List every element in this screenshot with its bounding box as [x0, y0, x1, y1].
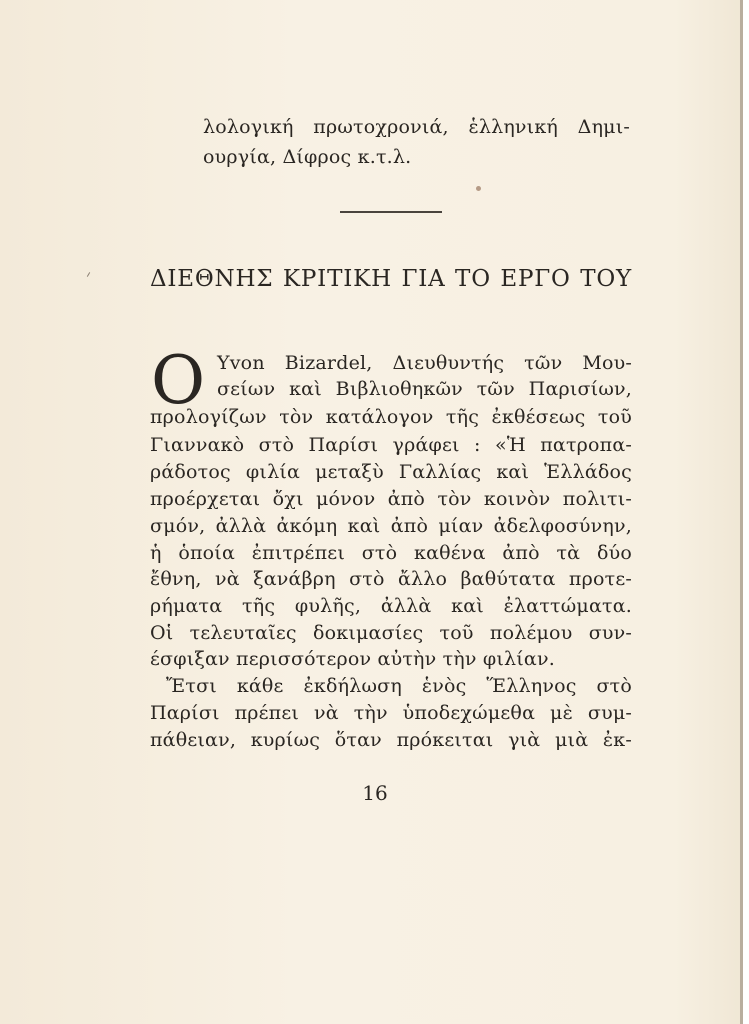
text-line: ράδοτος φιλία μεταξὺ Γαλλίας καὶ Ἑλλάδος	[150, 461, 632, 483]
ink-speck	[476, 186, 481, 191]
text-line: ρήματα τῆς φυλῆς, ἀλλὰ καὶ ἐλαττώματα.	[150, 595, 632, 617]
text-line: έσφιξαν περισσότερον αὐτὴν τὴν φιλίαν.	[150, 648, 555, 670]
text-line: προέρχεται ὄχι μόνον ἀπὸ τὸν κοινὸν πολιτι-	[150, 488, 632, 510]
text-line: Yvon Bizardel, Διευθυντής τῶν Μου-	[217, 352, 632, 374]
text-line: Οἱ τελευταῖες δοκιμασίες τοῦ πολέμου συν-	[150, 622, 632, 644]
text-line: Ἔτσι κάθε ἐκδήλωση ἑνὸς Ἕλληνος στὸ	[166, 675, 632, 697]
text-line: πάθειαν, κυρίως ὅταν πρόκειται γιὰ μιὰ ἐκ-	[150, 729, 632, 751]
text-line: Παρίσι πρέπει νὰ τὴν ὑποδεχώμεθα μὲ συμ-	[150, 702, 632, 724]
section-divider	[340, 211, 442, 213]
text-line: σείων καὶ Βιβλιοθηκῶν τῶν Παρισίων,	[217, 378, 632, 400]
page-edge	[743, 0, 749, 1024]
text-line: ἡ ὁποία ἐπιτρέπει στὸ καθένα ἀπὸ τὰ δύο	[150, 542, 632, 564]
text-line: σμόν, ἀλλὰ ἀκόμη καὶ ἀπὸ μίαν ἀδελφοσύνην,	[150, 515, 632, 537]
text-line: ουργία, Δίφρος κ.τ.λ.	[203, 146, 412, 168]
text-line: προλογίζων τὸν κατάλογον τῆς ἐκθέσεως τοῦ	[150, 406, 632, 428]
section-heading: ΔΙΕΘΝΗΣ ΚΡΙΤΙΚΗ ΓΙΑ ΤΟ ΕΡΓΟ ΤΟΥ	[150, 266, 632, 292]
ink-mark	[87, 272, 90, 277]
drop-cap: Ο	[150, 342, 206, 419]
page-number: 16	[362, 781, 388, 805]
text-line: Γιαννακὸ στὸ Παρίσι γράφει : «Ἡ πατροπα-	[150, 434, 632, 456]
text-line: ἔθνη, νὰ ξανάβρη στὸ ἄλλο βαθύτατα προτε-	[150, 568, 632, 590]
text-line: λολογική πρωτοχρονιά, ἑλληνική Δημι-	[203, 116, 630, 138]
